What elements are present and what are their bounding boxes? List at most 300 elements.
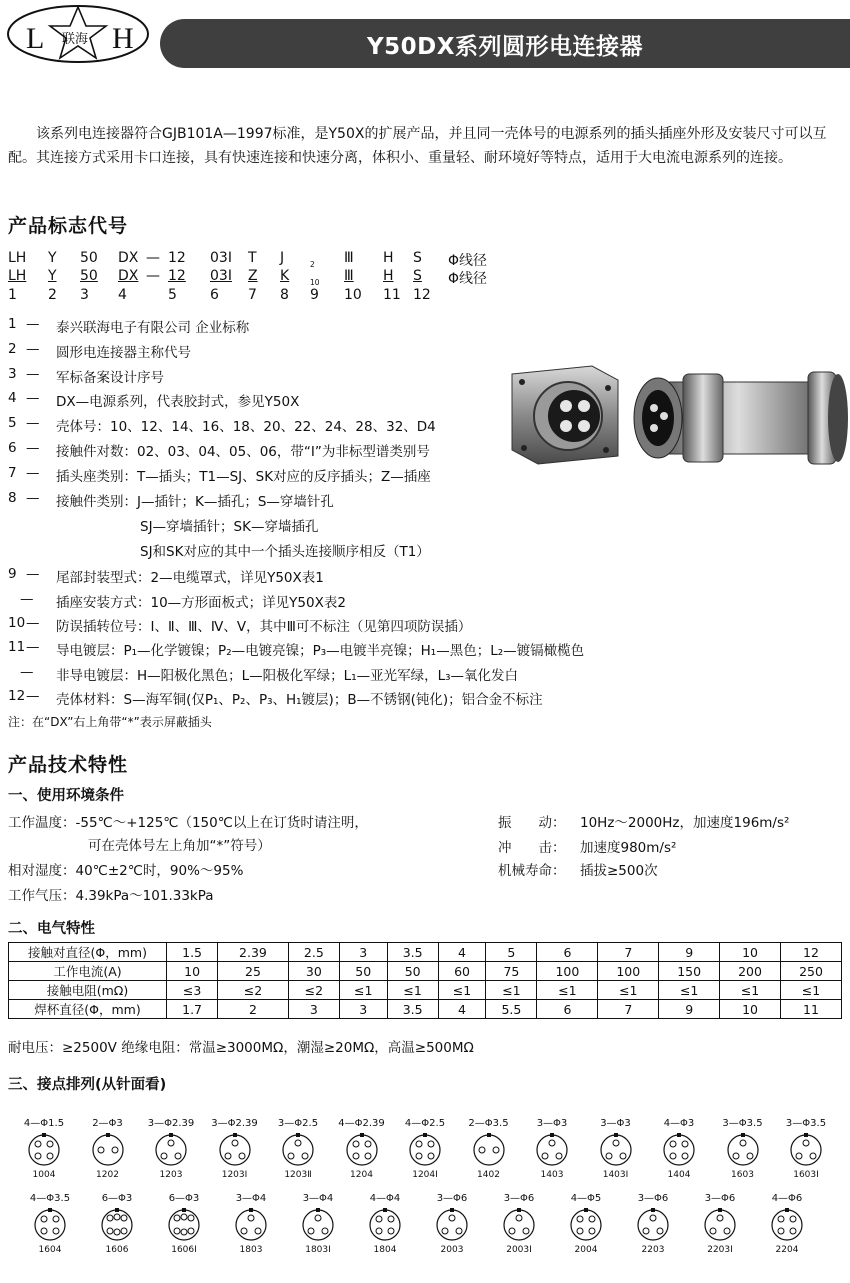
table-cell: 150 [659, 962, 720, 981]
contact-pin [456, 1228, 462, 1234]
key-notch [450, 1208, 454, 1212]
shell-outline [772, 1210, 802, 1240]
table-cell: 4 [438, 1000, 486, 1019]
code-token: Φ线径 [448, 271, 488, 287]
code-token: S [413, 268, 422, 284]
definition-number: 9 [8, 566, 17, 582]
pin-code: 1203 [159, 1170, 183, 1180]
pin-diagram [221, 1193, 281, 1265]
table-cell: 1.7 [167, 1000, 218, 1019]
env-shock-label: 冲 击： [498, 840, 566, 856]
contact-pin [255, 1228, 261, 1234]
contact-pin [288, 1153, 294, 1159]
contact-pin [376, 1216, 382, 1222]
contact-pin [161, 1153, 167, 1159]
contact-pin [107, 1228, 113, 1234]
key-notch [584, 1208, 588, 1212]
contact-pin [47, 1153, 53, 1159]
contact-pin [442, 1228, 448, 1234]
contact-pin [295, 1140, 301, 1146]
definition-number: 4 [8, 390, 17, 406]
contact-pin [365, 1141, 371, 1147]
contact-pin [479, 1147, 485, 1153]
contact-pin [53, 1216, 59, 1222]
table-cell: 9 [659, 1000, 720, 1019]
shell-outline [347, 1135, 377, 1165]
pin-spec-label: 4—Φ3 [663, 1118, 695, 1129]
definition-text: 插座安装方式：10—方形面板式；详见Y50X表2 [56, 595, 346, 611]
table-cell: 100 [537, 962, 598, 981]
definition-text: 导电镀层：P₁—化学镀镍；P₂—电镀亮镍；P₃—电镀半亮镍；H₁—黑色；L₂—镀镉橄榄色 [56, 643, 585, 659]
pin-spec-label: 4—Φ3.5 [29, 1193, 71, 1204]
table-cell: ≤1 [780, 981, 841, 1000]
contact-pin [121, 1228, 127, 1234]
contact-pin [41, 1216, 47, 1222]
key-notch [677, 1133, 681, 1137]
pin-face-icon [155, 1132, 187, 1168]
pin-spec-label: 2—Φ3.5 [468, 1118, 509, 1129]
pin-code: 1803 [239, 1245, 263, 1255]
pin-spec-label: 3—Φ3.5 [722, 1118, 763, 1129]
table-cell: 250 [780, 962, 841, 981]
table-cell: 30 [288, 962, 339, 981]
contact-pin [41, 1228, 47, 1234]
pin-face-icon [570, 1207, 602, 1243]
pin-face-icon [346, 1132, 378, 1168]
table-cell: ≤1 [537, 981, 598, 1000]
pin-spec-label: 3—Φ2.5 [277, 1118, 319, 1129]
definition-number: 1 [8, 316, 17, 332]
voltage-insulation: 耐电压：≥2500V 绝缘电阻：常温≥3000MΩ，潮湿≥20MΩ，高温≥500MΩ [8, 1040, 474, 1056]
shield-note: 注：在“DX”右上角带“*”表示屏蔽插头 [8, 715, 212, 729]
contact-pin [416, 1153, 422, 1159]
pin-face-icon [473, 1132, 505, 1168]
code-token: H [383, 268, 394, 284]
table-cell: ≤1 [486, 981, 537, 1000]
contact-pin [710, 1228, 716, 1234]
code-token: H [383, 250, 394, 266]
contact-pin [740, 1140, 746, 1146]
table-row [9, 962, 842, 981]
contact-pin [682, 1141, 688, 1147]
table-cell: ≤1 [387, 981, 438, 1000]
logo-center: 联海 [62, 32, 89, 47]
pin-spec-label: 3—Φ4 [235, 1193, 267, 1204]
pin-face-icon [34, 1207, 66, 1243]
key-notch [316, 1208, 320, 1212]
code-token: 7 [248, 287, 257, 303]
pin-code: 1203Ⅰ [221, 1170, 248, 1180]
code-token: 12 [168, 250, 186, 266]
table-cell: ≤2 [288, 981, 339, 1000]
code-token: 2 [48, 287, 57, 303]
contact-pin [556, 1153, 562, 1159]
definition-text: 圆形电连接器主称代号 [56, 345, 191, 361]
elec-heading: 二、电气特性 [8, 921, 95, 937]
definition-text: 接触件对数：02、03、04、05、06，带“Ⅰ”为非标型谱类别号 [56, 444, 430, 460]
contact-pin [577, 1228, 583, 1234]
code-token: 50 [80, 268, 98, 284]
pin-code: 1403Ⅰ [602, 1170, 629, 1180]
pin-face-icon [219, 1132, 251, 1168]
definition-dash: — [20, 664, 34, 680]
pin-spec-label: 6—Φ3 [168, 1193, 200, 1204]
row-header: 焊杯直径(Φ，mm) [9, 1000, 167, 1019]
definition-text: 泰兴联海电子有限公司 企业标称 [56, 320, 250, 336]
table-cell: ≤1 [659, 981, 720, 1000]
connector-photo [508, 360, 850, 470]
contact-pin [353, 1141, 359, 1147]
code-row-example-socket [8, 268, 508, 286]
pin-diagram [776, 1118, 836, 1190]
pin-diagram [623, 1193, 683, 1265]
code-token: 1 [8, 287, 17, 303]
contact-pin [577, 1216, 583, 1222]
pin-diagram [422, 1193, 482, 1265]
contact-pin [302, 1153, 308, 1159]
pin-face-icon [704, 1207, 736, 1243]
key-notch [42, 1133, 46, 1137]
key-notch [48, 1208, 52, 1212]
pin-spec-label: 6—Φ3 [101, 1193, 133, 1204]
env-heading: 一、使用环境条件 [8, 788, 124, 804]
logo-letter-l: L [26, 22, 45, 55]
contact-pin [549, 1140, 555, 1146]
table-cell: 200 [720, 962, 781, 981]
contact-pin [47, 1141, 53, 1147]
pin-spec-label: 4—Φ6 [771, 1193, 803, 1204]
definition-dash: — [26, 415, 40, 431]
contact-pin [790, 1216, 796, 1222]
table-row [9, 1000, 842, 1019]
key-notch [517, 1208, 521, 1212]
definition-number: 3 [8, 366, 17, 382]
pin-spec-label: 4—Φ2.5 [404, 1118, 446, 1129]
pin-code: 2204 [775, 1245, 799, 1255]
pin-face-icon [663, 1132, 695, 1168]
company-logo [6, 4, 150, 64]
table-cell: 9 [659, 943, 720, 962]
code-heading: 产品标志代号 [8, 215, 129, 237]
pin-diagram [586, 1118, 646, 1190]
contact-pin [121, 1215, 127, 1221]
table-cell: 10 [720, 1000, 781, 1019]
definition-number: 8 [8, 490, 17, 506]
key-notch [487, 1133, 491, 1137]
env-vibration-label: 振 动： [498, 815, 566, 831]
pin-code: 2203 [641, 1245, 665, 1255]
pin-spec-label: 4—Φ4 [369, 1193, 401, 1204]
pin-spec-label: 3—Φ3.5 [785, 1118, 827, 1129]
contact-pin [733, 1153, 739, 1159]
contact-pin [493, 1147, 499, 1153]
contact-pin [225, 1153, 231, 1159]
key-notch [718, 1208, 722, 1212]
table-cell: ≤1 [339, 981, 387, 1000]
definition-number: 2 [8, 341, 17, 357]
table-cell: ≤1 [720, 981, 781, 1000]
code-token: — [146, 268, 160, 284]
code-row-index [8, 287, 508, 305]
contact-pin [428, 1153, 434, 1159]
code-token: LH [8, 250, 27, 266]
pin-code: 1404 [667, 1170, 691, 1180]
definition-number: 12 [8, 688, 26, 704]
pin-diagram [141, 1118, 201, 1190]
code-token: 03I [210, 250, 232, 266]
contact-pin [724, 1228, 730, 1234]
env-shock: 加速度980m/s² [580, 840, 677, 856]
table-cell: 2.39 [218, 943, 289, 962]
definition-number: 10 [8, 615, 26, 631]
pin-spec-label: 3—Φ6 [503, 1193, 535, 1204]
key-notch [550, 1133, 554, 1137]
contact-pin [428, 1141, 434, 1147]
contact-pin [35, 1153, 41, 1159]
env-life: 插拔≥500次 [580, 863, 658, 879]
shell-outline [29, 1135, 59, 1165]
contact-pin [365, 1153, 371, 1159]
definition-text: 壳体号：10、12、14、16、18、20、22、24、28、32、D4 [56, 419, 436, 435]
pin-spec-label: 3—Φ6 [637, 1193, 669, 1204]
code-token: DX [118, 250, 139, 266]
contact-pin [174, 1228, 180, 1234]
definition-dash: — [20, 591, 34, 607]
code-token: Ⅲ [344, 268, 354, 284]
pin-spec-label: 4—Φ5 [570, 1193, 602, 1204]
key-notch [785, 1208, 789, 1212]
definition-dash: — [26, 688, 40, 704]
pin-spec-label: 3—Φ3 [536, 1118, 568, 1129]
pin-diagram [154, 1193, 214, 1265]
key-notch [360, 1133, 364, 1137]
pin-diagram [288, 1193, 348, 1265]
pin-code: 1004 [32, 1170, 56, 1180]
contact-pin [175, 1153, 181, 1159]
definition-text: 军标备案设计序号 [56, 370, 164, 386]
pin-diagram [395, 1118, 455, 1190]
table-cell: 2.5 [288, 943, 339, 962]
definition-number: 11 [8, 639, 26, 655]
env-vibration: 10Hz～2000Hz，加速度196m/s² [580, 815, 790, 831]
pin-spec-label: 3—Φ3 [600, 1118, 631, 1129]
pin-face-icon [790, 1132, 822, 1168]
table-cell: 3.5 [387, 1000, 438, 1019]
definition-dash: — [26, 490, 40, 506]
table-cell: 4 [438, 943, 486, 962]
contact-pin [114, 1229, 120, 1235]
contact-pin [589, 1216, 595, 1222]
definition-text: 壳体材料：S—海军铜(仅P₁、P₂、P₃、H₁镀层)；B—不锈钢(钝化)；铝合金不标注 [56, 692, 543, 708]
code-token: J [280, 250, 285, 266]
table-cell: 2 [218, 1000, 289, 1019]
table-cell: 50 [387, 962, 438, 981]
row-header: 工作电流(A) [9, 962, 167, 981]
row-header: 接触电阻(mΩ) [9, 981, 167, 1000]
tech-heading: 产品技术特性 [8, 754, 129, 776]
definition-text: SJ—穿墙插针；SK—穿墙插孔 [140, 519, 319, 535]
table-cell: 11 [780, 1000, 841, 1019]
pin-diagram [522, 1118, 582, 1190]
contact-pin [523, 1228, 529, 1234]
code-token: DX [118, 268, 139, 284]
pin-face-icon [409, 1132, 441, 1168]
pin-face-icon [28, 1132, 60, 1168]
key-notch [106, 1133, 110, 1137]
contact-pin [620, 1153, 626, 1159]
pin-spec-label: 3—Φ4 [302, 1193, 334, 1204]
pin-face-icon [771, 1207, 803, 1243]
table-cell: 75 [486, 962, 537, 981]
pin-code: 2003Ⅰ [506, 1245, 532, 1255]
definition-number: 5 [8, 415, 17, 431]
table-cell: ≤2 [218, 981, 289, 1000]
pin-heading: 三、接点排列(从针面看) [8, 1077, 167, 1093]
page-title: Y50DX系列圆形电连接器 [367, 34, 643, 60]
pin-code: 1402 [477, 1170, 500, 1180]
pin-code: 1204 [350, 1170, 373, 1180]
table-cell: 7 [598, 943, 659, 962]
definition-dash: — [26, 639, 40, 655]
pin-diagram [205, 1118, 265, 1190]
table-cell: 3 [339, 1000, 387, 1019]
pin-code: 1403 [540, 1170, 564, 1180]
definition-dash: — [26, 615, 40, 631]
code-token: 12 [413, 287, 431, 303]
contact-pin [682, 1153, 688, 1159]
table-cell: 6 [537, 1000, 598, 1019]
intro-paragraph [8, 122, 843, 170]
code-token: 4 [118, 287, 127, 303]
code-token: 2 [310, 260, 315, 269]
table-cell: ≤3 [167, 981, 218, 1000]
row-header: 接触对直径(Φ，mm) [9, 943, 167, 962]
contact-pin [188, 1215, 194, 1221]
pin-code: 1803Ⅰ [305, 1245, 331, 1255]
table-cell: ≤1 [598, 981, 659, 1000]
contact-pin [241, 1228, 247, 1234]
definition-dash: — [26, 566, 40, 582]
code-token: 11 [383, 287, 401, 303]
table-cell: 50 [339, 962, 387, 981]
env-temp-note: 可在壳体号左上角加“*”符号） [88, 838, 271, 854]
pin-diagram [757, 1193, 817, 1265]
code-token: Y [48, 268, 57, 284]
pin-code: 1603Ⅰ [793, 1170, 819, 1180]
definition-text: DX—电源系列，代表胶封式，参见Y50X [56, 394, 300, 410]
contact-pin [388, 1228, 394, 1234]
pin-code: 1203Ⅱ [284, 1170, 312, 1180]
shell-outline [35, 1210, 65, 1240]
pin-diagram [649, 1118, 709, 1190]
contact-pin [114, 1214, 120, 1220]
contact-pin [717, 1215, 723, 1221]
code-token: 6 [210, 287, 219, 303]
contact-pin [778, 1216, 784, 1222]
env-pressure: 工作气压：4.39kPa～101.33kPa [8, 888, 214, 904]
code-token: Z [248, 268, 258, 284]
pin-code: 1204Ⅰ [412, 1170, 438, 1180]
intro-text: 该系列电连接器符合GJB101A—1997标准，是Y50X的扩展产品，并且同一壳体号的电源系列的插头插座外形及安装尺寸可以互配。其连接方式采用卡口连接，具有快速连接和快速分离，体积小、重量轻、耐环境好等特点，适用于大电流电源系列的连接。 [8, 126, 827, 166]
pin-code: 1202 [96, 1170, 119, 1180]
pin-diagram [87, 1193, 147, 1265]
table-cell: 6 [537, 943, 598, 962]
contact-pin [747, 1153, 753, 1159]
definition-text: 接触件类别：J—插针；K—插孔；S—穿墙针孔 [56, 494, 334, 510]
key-notch [233, 1133, 237, 1137]
electrical-table [8, 942, 842, 1019]
table-cell: 100 [598, 962, 659, 981]
shell-outline [664, 1135, 694, 1165]
contact-pin [778, 1228, 784, 1234]
key-notch [169, 1133, 173, 1137]
env-temp: 工作温度：-55℃～+125℃（150℃以上在订货时请注明， [8, 815, 368, 831]
definition-dash: — [26, 465, 40, 481]
code-token: 5 [168, 287, 177, 303]
code-token: Φ线径 [448, 253, 488, 269]
pin-code: 1804 [373, 1245, 397, 1255]
pin-face-icon [436, 1207, 468, 1243]
pin-code: 2004 [574, 1245, 598, 1255]
contact-pin [232, 1140, 238, 1146]
code-token: 50 [80, 250, 98, 266]
table-cell: 1.5 [167, 943, 218, 962]
contact-pin [308, 1228, 314, 1234]
code-token: — [146, 250, 160, 266]
contact-pin [589, 1228, 595, 1234]
contact-pin [322, 1228, 328, 1234]
key-notch [614, 1133, 618, 1137]
contact-pin [98, 1147, 104, 1153]
code-token: Ⅲ [344, 250, 354, 266]
definition-number: 6 [8, 440, 17, 456]
contact-pin [181, 1214, 187, 1220]
code-token: 10 [310, 278, 320, 287]
table-row [9, 981, 842, 1000]
table-cell: 7 [598, 1000, 659, 1019]
contact-pin [810, 1153, 816, 1159]
shell-outline [410, 1135, 440, 1165]
key-notch [115, 1208, 119, 1212]
contact-pin [542, 1153, 548, 1159]
pin-face-icon [168, 1207, 200, 1243]
pin-diagram [690, 1193, 750, 1265]
pin-face-icon [637, 1207, 669, 1243]
env-life-label: 机械寿命： [498, 863, 566, 879]
pin-spec-label: 3—Φ6 [436, 1193, 468, 1204]
pin-face-icon [600, 1132, 632, 1168]
pin-diagram [268, 1118, 328, 1190]
contact-pin [353, 1153, 359, 1159]
pin-code: 2203Ⅰ [707, 1245, 733, 1255]
contact-pin [606, 1153, 612, 1159]
pin-code: 1606 [105, 1245, 129, 1255]
code-token: 10 [344, 287, 362, 303]
table-cell: 12 [780, 943, 841, 962]
pin-diagram [489, 1193, 549, 1265]
code-token: LH [8, 268, 27, 284]
contact-pin [35, 1141, 41, 1147]
key-notch [741, 1133, 745, 1137]
table-row [9, 943, 842, 962]
pin-diagram [20, 1193, 80, 1265]
definition-dash: — [26, 440, 40, 456]
code-token: 9 [310, 287, 319, 303]
table-cell: 60 [438, 962, 486, 981]
definition-text: 防误插转位号：Ⅰ、Ⅱ、Ⅲ、Ⅳ、Ⅴ，其中Ⅲ可不标注（见第四项防误插） [56, 619, 472, 635]
contact-pin [388, 1216, 394, 1222]
contact-pin [449, 1215, 455, 1221]
